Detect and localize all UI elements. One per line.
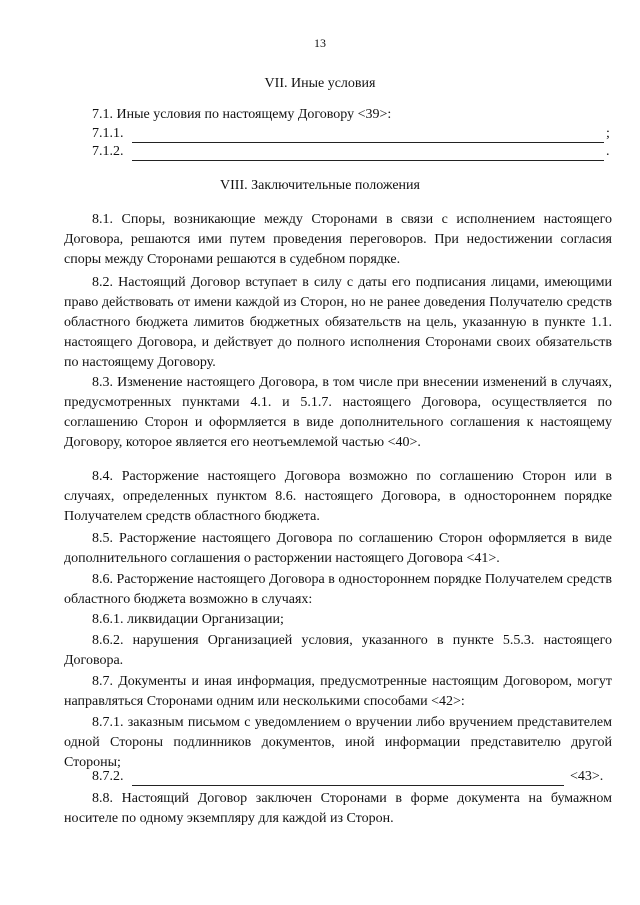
clause-8-7-1: 8.7.1. заказным письмом с уведомлением о вручении либо вручением представителем одной Стороны подлинников документов, иной информации представителю другой Стороны;: [64, 715, 612, 770]
clause-8-1: 8.1. Споры, возникающие между Сторонами в связи с исполнением настоящего Договора, решаются ими путем проведения переговоров. При недостижении согласия споры между Сторонами решаются в судебном порядке.: [64, 212, 612, 267]
section-8-title: VIII. Заключительные положения: [220, 178, 420, 193]
clause-8-7-2-note: <43>.: [570, 769, 604, 784]
clause-7-1-2-end: .: [606, 144, 610, 159]
clause-7-1: 7.1. Иные условия по настоящему Договору <39>:: [92, 107, 392, 122]
clause-7-1-2-number: 7.1.2.: [92, 144, 124, 159]
clause-8-7-2-number: 8.7.2.: [92, 769, 124, 784]
clause-8-6-1: 8.6.1. ликвидации Организации;: [92, 612, 284, 627]
clause-8-4: 8.4. Расторжение настоящего Договора возможно по соглашению Сторон или в случаях, определенных пунктом 8.6. настоящего Договора, в одностороннем порядке Получателем средств областного бюджета.: [64, 469, 612, 524]
clause-8-8: 8.8. Настоящий Договор заключен Сторонами в форме документа на бумажном носителе по одному экземпляру для каждой из Сторон.: [64, 791, 612, 826]
clause-8-6: 8.6. Расторжение настоящего Договора в одностороннем порядке Получателем средств областного бюджета возможно в случаях:: [64, 572, 612, 607]
clause-8-3: 8.3. Изменение настоящего Договора, в том числе при внесении изменений в случаях, предусмотренных пунктами 4.1. и 5.1.7. настоящего Договора, осуществляется по соглашению Сторон и оформляется в виде дополнительного соглашения к настоящему Договору, которое является его неотъемлемой частью <40>.: [64, 375, 612, 450]
clause-8-7-2-blank: [132, 785, 564, 786]
clause-8-6-2: 8.6.2. нарушения Организацией условия, указанного в пункте 5.5.3. настоящего Договора.: [64, 633, 612, 668]
clause-7-1-1-end: ;: [606, 126, 610, 141]
page-number: 13: [314, 36, 326, 50]
clause-8-2: 8.2. Настоящий Договор вступает в силу с даты его подписания лицами, имеющими право действовать от имени каждой из Сторон, но не ранее доведения Получателю средств областного бюджета лимитов бюджетных обязательств на цель, указанную в пункте 1.1. настоящего Договора, и действует до полного исполнения Сторонами своих обязательств по настоящему Договору.: [64, 275, 612, 370]
clause-8-7: 8.7. Документы и иная информация, предусмотренные настоящим Договором, могут направляться Сторонами одним или несколькими способами <42>:: [64, 674, 612, 709]
section-7-title: VII. Иные условия: [264, 76, 376, 91]
clause-7-1-1-blank: [132, 142, 604, 143]
clause-7-1-1-number: 7.1.1.: [92, 126, 124, 141]
clause-8-5: 8.5. Расторжение настоящего Договора по соглашению Сторон оформляется в виде дополнительного соглашения о расторжении настоящего Договора <41>.: [64, 531, 612, 566]
clause-7-1-2-blank: [132, 160, 604, 161]
